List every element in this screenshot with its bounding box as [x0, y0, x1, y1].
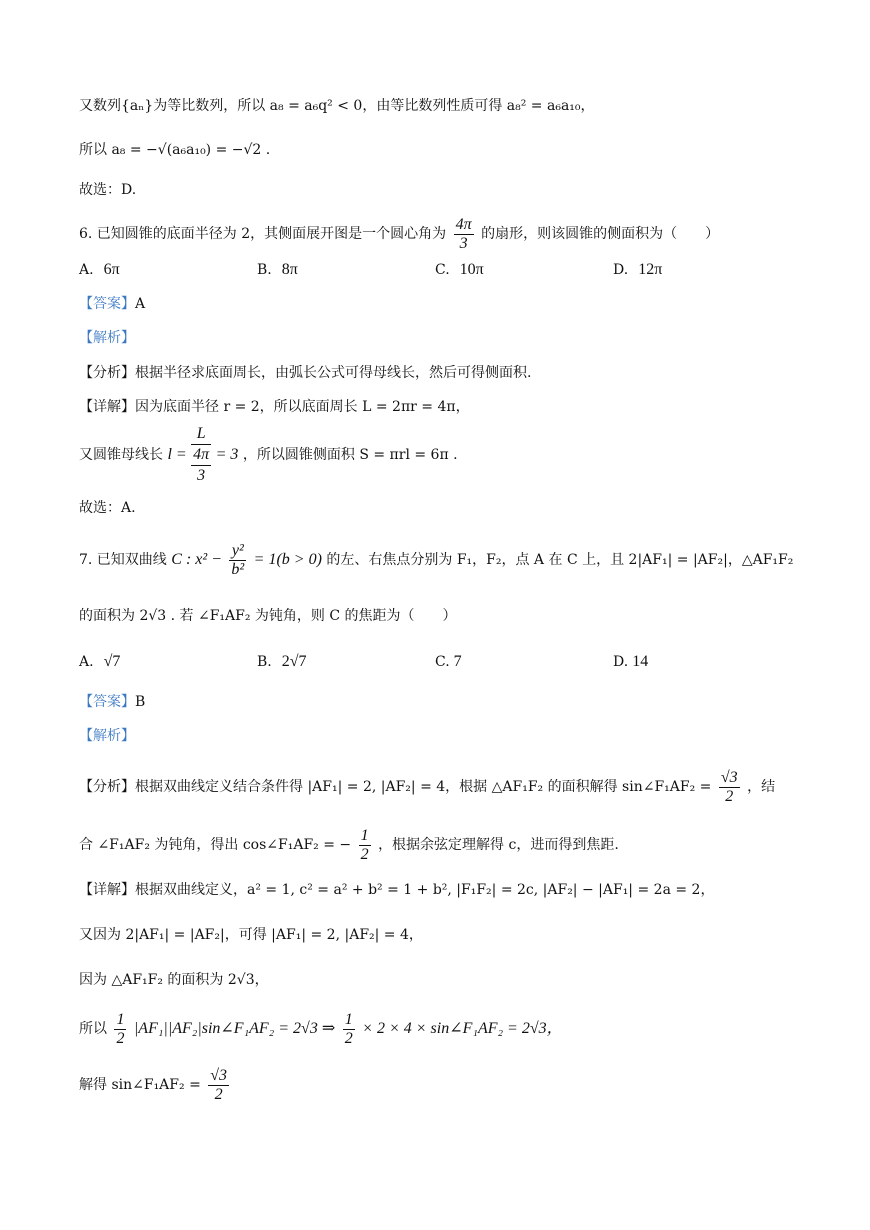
- fraction: [359, 827, 371, 864]
- text-line-a8: [79, 140, 270, 160]
- q7-option-b: [257, 652, 307, 672]
- text: 的面积为 2√3 . 若 ∠F₁AF₂ 为钝角，则 C 的焦距为（ ）: [79, 608, 457, 624]
- text: 又圆锥母线长: [79, 447, 163, 463]
- xiangjie-tag: 【详解】: [79, 882, 135, 898]
- q6-answer: [79, 294, 145, 314]
- math: = 3: [215, 446, 239, 463]
- fraction-numerator: y²: [229, 542, 246, 561]
- text: ，所以圆锥侧面积 S = πrl = 6π .: [242, 447, 458, 463]
- text: 根据半径求底面周长，由弧长公式可得母线长，然后可得侧面积.: [135, 365, 532, 381]
- fraction-numerator: √3: [720, 768, 738, 786]
- text: 的扇形，则该圆锥的侧面积为（ ）: [481, 226, 720, 242]
- q6-option-d: [613, 260, 662, 280]
- analysis-tag: 【解析】: [79, 330, 135, 346]
- option-value: 14: [632, 653, 649, 670]
- option-label: C.: [435, 654, 450, 670]
- math: l =: [167, 446, 187, 463]
- option-value: 6π: [103, 261, 120, 278]
- fraction-numerator: √3: [210, 1066, 228, 1084]
- math: C : x² −: [171, 551, 222, 568]
- math: × 2 × 4 × sin∠F₁AF₂ = 2√3，: [362, 1020, 563, 1037]
- fraction-denominator: 2: [116, 1029, 125, 1047]
- option-value: 12π: [638, 261, 663, 278]
- q6-option-b: [257, 260, 298, 280]
- option-label: B.: [257, 262, 272, 278]
- question-6-stem: [79, 214, 719, 254]
- option-label: C.: [435, 262, 450, 278]
- fraction: [343, 1011, 355, 1048]
- q7-jiexi: [79, 726, 135, 746]
- question-7-stem-2: [79, 606, 457, 626]
- math: |AF₁||AF₂|sin∠F₁AF₂ = 2√3 ⇒: [133, 1020, 336, 1037]
- q6-fenxi: [79, 363, 531, 383]
- q7-line-e: [79, 1062, 232, 1108]
- q7-line-c: [79, 970, 269, 990]
- text: 故选：A.: [79, 500, 136, 516]
- q7-line-b: [79, 925, 423, 945]
- fraction-numerator: 4π: [455, 215, 472, 233]
- q7-option-a: [79, 652, 120, 672]
- analysis-tag: 【解析】: [79, 728, 135, 744]
- fraction-numerator: 1: [360, 826, 369, 844]
- question-7-stem: [79, 538, 793, 582]
- fraction: [454, 216, 474, 253]
- nested-fraction: [191, 424, 211, 486]
- answer-tag: 【答案】: [79, 694, 135, 710]
- fraction: [114, 1011, 126, 1048]
- q7-xiangjie: [79, 880, 714, 900]
- q6-option-c: [435, 260, 484, 280]
- text-line-select-d: [79, 180, 136, 200]
- option-value: 2√7: [281, 653, 307, 670]
- inner-fraction: [191, 445, 211, 486]
- answer-tag: 【答案】: [79, 296, 135, 312]
- option-value: 10π: [459, 261, 484, 278]
- math: = 1(b > 0): [253, 551, 322, 568]
- fraction-numerator: 1: [116, 1010, 125, 1028]
- option-value: 8π: [281, 261, 298, 278]
- fenxi-tag: 【分析】: [79, 779, 135, 795]
- q7-fenxi-2: [79, 822, 619, 868]
- text: 解得 sin∠F₁AF₂ =: [79, 1077, 201, 1093]
- q6-xiangjie: [79, 397, 470, 417]
- text: 所以: [79, 1021, 107, 1037]
- fraction-denominator: 2: [344, 1029, 353, 1047]
- text-line-sequence: [79, 96, 595, 116]
- answer-value: A: [135, 296, 146, 312]
- fraction: [208, 1067, 229, 1104]
- option-value: √7: [103, 653, 121, 670]
- option-value: 7: [453, 653, 462, 670]
- fraction-denominator: b²: [231, 560, 245, 578]
- text: 合 ∠F₁AF₂ 为钝角，得出 cos∠F₁AF₂ = −: [79, 837, 352, 853]
- q6-select: [79, 498, 136, 518]
- fraction-denominator: 2: [214, 1085, 223, 1103]
- q6-option-a: [79, 260, 120, 280]
- fraction: [229, 542, 246, 579]
- fraction-denominator: 3: [197, 467, 206, 484]
- fraction-numerator: 1: [344, 1010, 353, 1028]
- text: 因为 △AF₁F₂ 的面积为 2√3，: [79, 972, 269, 988]
- xiangjie-tag: 【详解】: [79, 399, 135, 415]
- text: 故选：D.: [79, 182, 137, 198]
- q7-answer: [79, 692, 145, 712]
- text: 因为底面半径 r = 2，所以底面周长 L = 2πr = 4π，: [135, 399, 470, 415]
- fenxi-tag: 【分析】: [79, 365, 135, 381]
- text: 又因为 2|AF₁| = |AF₂|，可得 |AF₁| = 2, |AF₂| = 4，: [79, 927, 423, 943]
- fraction-numerator: L: [191, 424, 211, 445]
- q6-generatrix-line: [79, 424, 458, 486]
- fraction-denominator: 2: [360, 845, 369, 863]
- option-label: B.: [257, 654, 272, 670]
- text: 的左、右焦点分别为 F₁，F₂，点 A 在 C 上，且 2|AF₁| = |AF₂|，△AF₁F₂: [326, 552, 794, 568]
- text: 又数列{aₙ}为等比数列，所以 a₈ = a₆q² < 0，由等比数列性质可得 a₈² = a₆a₁₀，: [79, 98, 595, 114]
- text: 根据双曲线定义结合条件得 |AF₁| = 2, |AF₂| = 4，根据 △AF₁F₂ 的面积解得 sin∠F₁AF₂ =: [135, 779, 712, 795]
- text: ，根据余弦定理解得 c，进而得到焦距.: [378, 837, 619, 853]
- text: 6. 已知圆锥的底面半径为 2，其侧面展开图是一个圆心角为: [79, 226, 447, 242]
- answer-value: B: [135, 694, 146, 710]
- q7-option-c: [435, 652, 462, 672]
- option-label: D.: [613, 262, 629, 278]
- text: 7. 已知双曲线: [79, 552, 167, 568]
- option-label: D.: [613, 654, 629, 670]
- option-label: A.: [79, 262, 94, 278]
- q7-line-d: [79, 1006, 563, 1052]
- fraction: [719, 769, 740, 806]
- q7-fenxi: [79, 764, 775, 810]
- text: 所以 a₈ = −√(a₆a₁₀) = −√2 .: [79, 142, 271, 158]
- q7-option-d: [613, 652, 648, 672]
- text: 根据双曲线定义，a² = 1, c² = a² + b² = 1 + b², |F₁F₂| = 2c, |AF₂| − |AF₁| = 2a = 2，: [135, 882, 715, 898]
- fraction-numerator: 4π: [191, 445, 211, 466]
- option-label: A.: [79, 654, 94, 670]
- fraction-denominator: [191, 445, 211, 486]
- fraction-denominator: 3: [459, 234, 468, 252]
- text: ，结: [747, 779, 776, 795]
- q6-jiexi: [79, 328, 135, 348]
- fraction-denominator: 2: [725, 787, 734, 805]
